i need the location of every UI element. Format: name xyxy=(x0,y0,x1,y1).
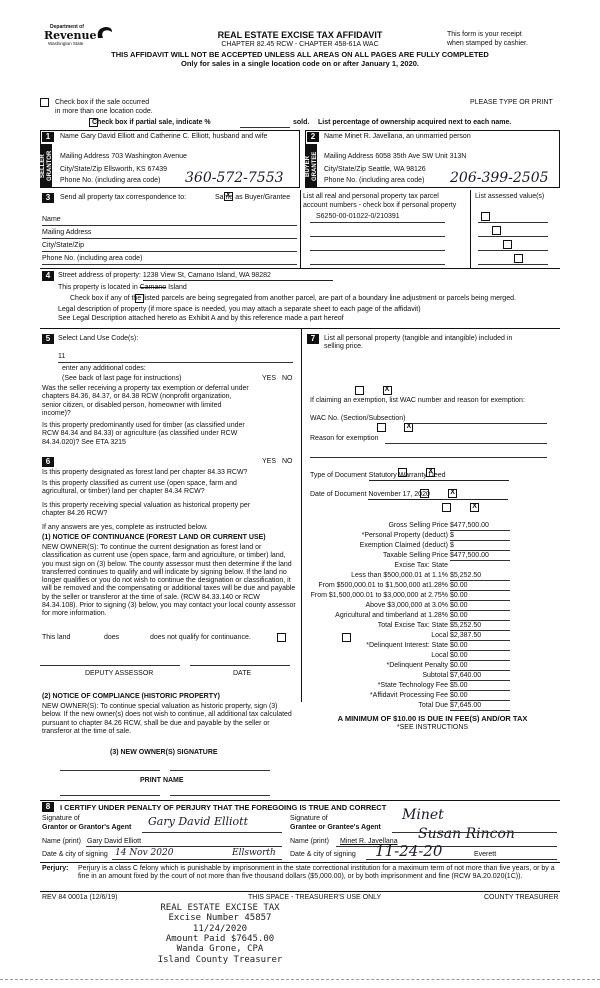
section-1-number: 1 xyxy=(42,132,54,142)
compliance-text: NEW OWNER(S): To continue special valuation as historic property, sign (3) below. If the new owner(s) does not wish to continue, all additional tax calculated pursuant to chapter 84.26 RCW, shall be due and payable by the seller or transferor at the time of sale. xyxy=(42,703,292,735)
tax-row-label: From $1,500,000.01 to $3,000,000 at 2.75% xyxy=(310,592,448,599)
seller-name-row: Name Gary David Elliott and Catherine C. Elliott, husband and wife xyxy=(60,133,268,140)
same-as-buyer-label: Same as Buyer/Grantee xyxy=(215,194,291,201)
grantee-agent-label: Grantee or Grantee's Agent xyxy=(290,824,381,831)
grantee-sig-label: Signature of xyxy=(290,815,328,822)
grantor-city[interactable]: Ellsworth xyxy=(232,848,276,858)
section-7-number: 7 xyxy=(307,334,319,344)
doc-type[interactable]: Statutory Warranty Deed xyxy=(369,472,509,481)
seller-phone[interactable]: 360-572-7553 xyxy=(185,170,284,186)
section-2-number: 2 xyxy=(307,132,319,142)
parcel-header: List all real and personal property tax parcel xyxy=(303,193,439,200)
doc-date-row: Date of Document November 17, 2020 xyxy=(310,491,508,500)
tax-row xyxy=(305,532,560,542)
grantor-date-label: Date & city of signing xyxy=(42,851,108,858)
grantee-city[interactable]: Everett xyxy=(474,851,497,858)
corr-phone-label: Phone No. (including area code) xyxy=(42,255,143,262)
tax-row xyxy=(305,682,560,692)
seller-city-row: City/State/Zip Ellsworth, KS 67439 xyxy=(60,166,168,173)
timber-no[interactable] xyxy=(404,423,413,432)
section-6-number: 6 xyxy=(42,457,54,467)
section-8-number: 8 xyxy=(42,802,54,812)
timber-question: Is this property predominantly used for timber (as classified under RCW 84.34 and 84.33) or agriculture (as classified under RCW 84.34.020)? See ETA 3215 xyxy=(42,422,245,446)
tax-row xyxy=(305,592,560,602)
tax-row xyxy=(305,662,560,672)
tax-row-value[interactable]: $5.00 xyxy=(450,682,510,691)
if-yes-note: If any answers are yes, complete as instructed below. xyxy=(42,524,208,531)
seller-tab: SELLER GRANTOR xyxy=(40,144,52,188)
stamp-excise-number: Excise Number 45857 xyxy=(168,913,272,924)
multi-location-label-2: in more than one location code. xyxy=(55,108,153,115)
section-3-number: 3 xyxy=(42,193,54,203)
buyer-name[interactable]: Minet R. Javellana, an unmarried person xyxy=(344,133,471,140)
stamp-line-1: REAL ESTATE EXCISE TAX xyxy=(160,903,280,913)
grantee-name-label: Name (print) xyxy=(290,838,329,845)
perjury-statement: Perjury is a class C felony which is punishable by imprisonment in the state correctional institution for a maximum term of not more than five years, or by a fine in an amount fixed by the court of not more than five thousand dollars ($5,000.00), or by both imprisonment and fine (RCW 9A.20.020(1C)). xyxy=(78,865,555,881)
not-qualify-label: does not qualify for continuance. xyxy=(150,634,251,641)
forest-question: Is this property designated as forest land per chapter 84.33 RCW? xyxy=(42,469,248,476)
treasurer-stamp xyxy=(145,903,295,965)
grantee-name[interactable]: Minet R. Javellana xyxy=(340,838,398,845)
legal-description[interactable]: See Legal Description attached hereto as Exhibit A and by this reference made a part hereof xyxy=(58,315,344,322)
grantor-name[interactable]: Gary David Elliott xyxy=(87,838,142,845)
buyer-name-row: Name Minet R. Javellana, an unmarried person xyxy=(324,133,471,140)
tax-row-value[interactable]: $0.00 xyxy=(450,692,510,701)
deputy-assessor-label: DEPUTY ASSESSOR xyxy=(85,670,154,677)
buyer-addr-row: Mailing Address 6058 35th Ave SW Unit 313N xyxy=(324,153,467,160)
compliance-title: (2) NOTICE OF COMPLIANCE (HISTORIC PROPERTY) xyxy=(42,693,220,700)
tax-row xyxy=(305,622,560,632)
seller-phone-label: Phone No. (including area code) xyxy=(60,177,161,184)
perjury-label: Perjury: xyxy=(42,865,69,872)
tax-row-value[interactable]: $0.00 xyxy=(450,642,510,651)
tax-row-value[interactable]: $0.00 xyxy=(450,662,510,671)
send-correspondence-label: Send all property tax correspondence to: xyxy=(60,194,187,201)
tax-row xyxy=(305,572,560,582)
doc-date[interactable]: November 17, 2020 xyxy=(368,491,508,500)
tax-row xyxy=(305,672,560,682)
personal-property-label: List all personal property (tangible and intangible) included in selling price. xyxy=(324,335,513,351)
tax-row-value[interactable]: $0.00 xyxy=(450,652,510,661)
parcel-3-checkbox[interactable] xyxy=(503,240,512,249)
buyer-phone-label: Phone No. (including area code) xyxy=(324,177,425,184)
seller-name[interactable]: Gary David Elliott and Catherine C. Elliott, husband and wife xyxy=(80,133,268,140)
tax-row-label: Agricultural and timberland at 1.28% xyxy=(335,612,448,619)
tax-row-value[interactable]: $0.00 xyxy=(450,582,510,591)
tax-row-label: *Affidavit Processing Fee xyxy=(369,692,448,699)
tax-row-label: Gross Selling Price xyxy=(388,522,448,529)
does-label: does xyxy=(104,634,120,641)
tax-row xyxy=(305,562,560,572)
tax-row-label: Total Excise Tax: State xyxy=(377,622,448,629)
does-checkbox[interactable] xyxy=(277,633,286,642)
land-use-label: Select Land Use Code(s): xyxy=(58,335,139,342)
dor-logo xyxy=(44,24,114,46)
dept-state: Washington State xyxy=(48,41,84,46)
acceptance-notice: THIS AFFIDAVIT WILL NOT BE ACCEPTED UNLESS ALL AREAS ON ALL PAGES ARE FULLY COMPLETED xyxy=(111,50,489,59)
tax-row-label: *Delinquent Interest: State xyxy=(366,642,448,649)
tax-row-label: Taxable Selling Price xyxy=(383,552,448,559)
seller-addr-row: Mailing Address 703 Washington Avenue xyxy=(60,153,187,160)
legal-desc-label: Legal description of property (if more space is needed, you may attach a separate sheet to each page of the affidavit) xyxy=(58,306,421,313)
continuance-text: NEW OWNER(S): To continue the current designation as forest land or classification as current use (open space, farm and agriculture, or timber) land, you must sign on (3) below. The county assessor must then determine if the land transferred continues to qualify and will indicate by signing below. If the land no longer qualifies or you do not wish to continue the designation or classification, it will be removed and the compensating or additional taxes will be due and payable by the seller or transferor at the time of sale. (RCW 84.33.140 or RCW 84.34.108). Prior to signing (3) below, you may contact your local county assessor for more information. xyxy=(42,544,296,617)
see-back-note: (See back of last page for instructions) xyxy=(62,375,182,382)
historic-question: Is this property receiving special valuation as historical property per chapter 84.26 RCW? xyxy=(42,502,251,518)
sec6-no-header: NO xyxy=(282,458,293,465)
grantee-signature[interactable]: Minet xyxy=(402,807,444,823)
tax-row-value[interactable]: $0.00 xyxy=(450,602,510,611)
street-address[interactable]: 1238 View St, Camano Island, WA 98282 xyxy=(143,272,333,281)
tax-row-label: Subtotal xyxy=(422,672,448,679)
corr-name-label: Name xyxy=(42,216,61,223)
tax-row xyxy=(305,582,560,592)
stamp-treasurer-title: Island County Treasurer xyxy=(157,954,283,965)
stamp-amount: Amount Paid $7645.00 xyxy=(165,934,275,945)
tax-row xyxy=(305,642,560,652)
tax-row-label: Total Due xyxy=(418,702,448,709)
buyer-tab: BUYER GRANTEE xyxy=(305,144,317,188)
street-row: Street address of property: 1238 View St, Camano Island, WA 98282 xyxy=(58,272,333,281)
grantor-date[interactable]: 14 Nov 2020 xyxy=(115,848,174,858)
partial-sale-label: Check box if partial sale, indicate % xyxy=(92,119,211,126)
this-land-label: This land xyxy=(42,634,71,641)
minimum-note: A MINIMUM OF $10.00 IS DUE IN FEE(S) AND/OR TAX xyxy=(337,714,528,723)
timber-yes[interactable] xyxy=(377,423,386,432)
tax-row xyxy=(305,612,560,622)
tax-row-value[interactable]: $ xyxy=(450,542,510,551)
parcel-1-checkbox[interactable] xyxy=(481,212,490,221)
historic-yes[interactable] xyxy=(442,503,451,512)
additional-codes-label: enter any additional codes: xyxy=(62,365,146,372)
tax-row-value[interactable]: $5,252.50 xyxy=(450,622,510,631)
parcel-header-2: account numbers - check box if personal property xyxy=(303,202,457,209)
sec6-yes-header: YES xyxy=(262,458,277,465)
county-treasurer-label: COUNTY TREASURER xyxy=(484,894,559,901)
tax-row-label: From $500,000.01 to $1,500,000 at1.28% xyxy=(318,582,448,589)
buyer-city-row: City/State/Zip Seattle, WA 98126 xyxy=(324,166,426,173)
sold-label: sold. xyxy=(293,119,310,126)
stamp-date: 11/24/2020 xyxy=(192,923,248,934)
grantee-date[interactable]: 11-24-20 xyxy=(375,842,443,860)
tax-row xyxy=(305,632,560,642)
wac-label: WAC No. (Section/Subsection) xyxy=(310,415,406,422)
form-subtitle: CHAPTER 82.45 RCW - CHAPTER 458-61A WAC xyxy=(221,41,379,48)
tax-row-value[interactable]: $ xyxy=(450,532,510,541)
print-name-label: PRINT NAME xyxy=(140,777,184,784)
buyer-address[interactable]: 6058 35th Ave SW Unit 313N xyxy=(375,153,467,160)
ownership-note: List percentage of ownership acquired next to each name. xyxy=(318,119,512,126)
grantor-signature[interactable]: Gary David Elliott xyxy=(148,815,249,828)
receipt-note: This form is your receipt xyxy=(447,31,522,38)
form-title: REAL ESTATE EXCISE TAX AFFIDAVIT xyxy=(217,30,383,40)
treasurer-use-label: THIS SPACE - TREASURER'S USE ONLY xyxy=(248,894,382,901)
doc-type-row: Type of Document Statutory Warranty Deed xyxy=(310,472,509,481)
tax-row xyxy=(305,652,560,662)
continuance-title: (1) NOTICE OF CONTINUANCE (FOREST LAND OR CURRENT USE) xyxy=(42,534,266,541)
multi-location-label: Check box if the sale occurred xyxy=(55,99,150,106)
parcel-2-checkbox[interactable] xyxy=(492,226,501,235)
tax-row-value[interactable]: $477,500.00 xyxy=(450,552,510,561)
assessor-date-label: DATE xyxy=(233,670,252,677)
located-struck: Camano xyxy=(139,284,167,291)
parcel-4-checkbox[interactable] xyxy=(514,254,523,263)
tax-row xyxy=(305,522,560,532)
tax-row-label: Excise Tax: State xyxy=(394,562,448,569)
tax-row-label: Above $3,000,000 at 3.0% xyxy=(365,602,448,609)
tax-row-label: *State Technology Fee xyxy=(377,682,448,689)
grantor-agent-label: Grantor or Grantor's Agent xyxy=(42,824,132,831)
agent-signature[interactable]: Susan Rincon xyxy=(418,826,515,842)
tax-row-label: Less than $500,000.01 at 1.1% xyxy=(351,572,448,579)
section-5-number: 5 xyxy=(42,334,54,344)
print-note: PLEASE TYPE OR PRINT xyxy=(470,99,553,106)
multi-location-checkbox[interactable] xyxy=(40,98,49,107)
new-owner-sig-label: (3) NEW OWNER(S) SIGNATURE xyxy=(110,749,218,756)
tax-row-value[interactable]: $477,500.00 xyxy=(450,522,510,531)
exemption-question: Was the seller receiving a property tax exemption or deferral under chapters 84.36, 84.37, or 84.38 RCW (nonprofit organization, senior citizen, or disabled person, homeowner with limited income)? xyxy=(42,385,249,418)
grantor-sig-label: Signature of xyxy=(42,815,80,822)
tax-row-label: *Personal Property (deduct) xyxy=(361,532,448,539)
corr-city-label: City/State/Zip xyxy=(42,242,85,249)
segregated-label: Check box if any of the listed parcels are being segregated from another parcel, are part of a boundary line adjustment or parcels being merged. xyxy=(70,295,516,302)
grantee-date-label: Date & city of signing xyxy=(290,851,356,858)
stamp-treasurer-name: Wanda Grone, CPA xyxy=(176,944,264,955)
see-instructions: *SEE INSTRUCTIONS xyxy=(396,724,469,731)
seller-city[interactable]: Ellsworth, KS 67439 xyxy=(103,166,168,173)
grantor-name-label: Name (print) xyxy=(42,838,81,845)
sec5-yes-header: YES xyxy=(262,375,277,382)
dept-name: Revenue xyxy=(44,29,97,42)
located-row: This property is located in Camano Island xyxy=(58,284,187,291)
land-use-code[interactable]: 11 xyxy=(58,353,66,360)
tax-row-value[interactable]: $7,640.00 xyxy=(450,672,510,681)
tax-row-value[interactable]: $5,252.50 xyxy=(450,572,510,581)
section-4-number: 4 xyxy=(42,271,54,281)
tax-row xyxy=(305,602,560,612)
tax-row-value[interactable]: $7,645.00 xyxy=(450,702,510,711)
tax-row-label: *Delinquent Penalty xyxy=(386,662,448,669)
tax-row-value[interactable]: $0.00 xyxy=(450,592,510,601)
tax-row-label: Exemption Claimed (deduct) xyxy=(359,542,448,549)
tax-row-value[interactable]: $2,387.50 xyxy=(450,632,510,641)
receipt-note-2: when stamped by cashier. xyxy=(447,40,528,47)
current-use-question: Is this property classified as current use (open space, farm and agricultural, or timber) land per chapter 84.34 RCW? xyxy=(42,480,237,496)
tax-row-label: Local xyxy=(431,652,448,659)
seller-address[interactable]: 703 Washington Avenue xyxy=(111,153,187,160)
certify-statement: I CERTIFY UNDER PENALTY OF PERJURY THAT THE FOREGOING IS TRUE AND CORRECT xyxy=(60,803,387,812)
historic-no[interactable] xyxy=(470,503,479,512)
dept-label: Department of xyxy=(50,24,84,30)
tax-row-label: Local xyxy=(431,632,448,639)
assessed-header: List assessed value(s) xyxy=(475,193,545,200)
parcel-number[interactable]: S6250-00-01022-0/210391 xyxy=(316,213,400,220)
tax-row xyxy=(305,552,560,562)
reason-label: Reason for exemption xyxy=(310,435,379,442)
tax-row xyxy=(305,702,560,712)
exemption-label: If claiming an exemption, list WAC number and reason for exemption: xyxy=(310,397,525,404)
tax-row xyxy=(305,542,560,552)
dor-logo-icon xyxy=(94,24,114,42)
buyer-phone[interactable]: 206-399-2505 xyxy=(450,170,549,186)
located-value: Island xyxy=(168,284,187,291)
form-number: REV 84 0001a (12/6/19) xyxy=(42,894,118,901)
exemption-no[interactable] xyxy=(383,386,392,395)
tax-row xyxy=(305,692,560,702)
buyer-city[interactable]: Seattle, WA 98126 xyxy=(367,166,426,173)
location-notice: Only for sales in a single location code on or after January 1, 2020. xyxy=(181,59,419,68)
sec5-no-header: NO xyxy=(282,375,293,382)
exemption-yes[interactable] xyxy=(355,386,364,395)
corr-address-label: Mailing Address xyxy=(42,229,92,236)
tax-row-value[interactable]: $0.00 xyxy=(450,612,510,621)
